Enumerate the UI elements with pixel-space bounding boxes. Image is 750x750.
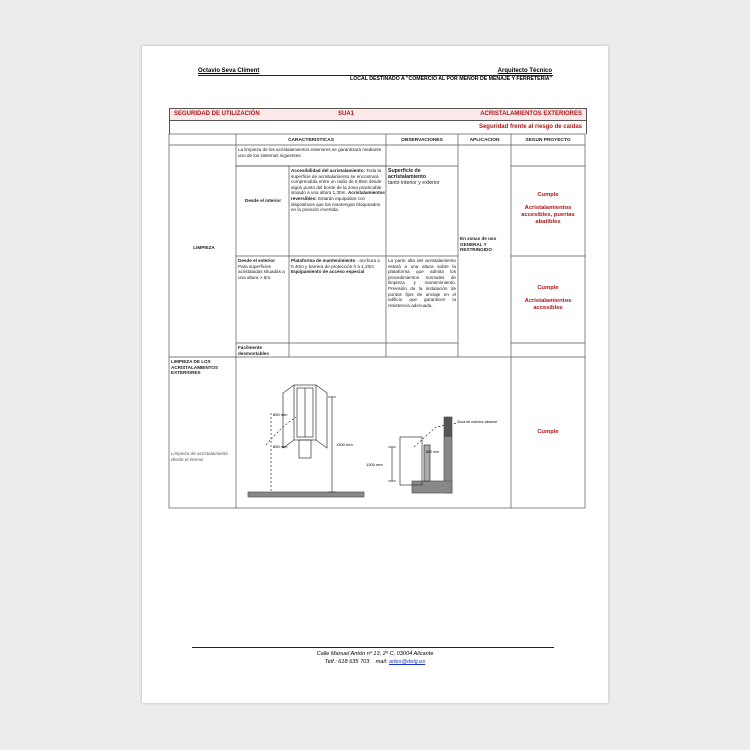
result-3-title: Cumple (537, 429, 559, 435)
col-header-project: SEGÚN PROYECTO (525, 138, 571, 143)
exterior-label-sub: Para superficies acristaladas situadas a una altura > 6m. (238, 263, 285, 280)
label-850-c: 850 mm (426, 450, 439, 454)
label-zone: Zona de máximo alcance (457, 420, 498, 424)
footer-phone: Telf.: 618 635 703 (324, 659, 370, 665)
label-850-b: 850 mm (273, 444, 288, 449)
easy-removal-label: Fácilmente desmontables (238, 345, 269, 356)
result-1-title: Cumple (537, 192, 559, 198)
exterior-label-block (238, 258, 288, 280)
interior-label: Desde el interior (245, 198, 281, 203)
footer-address: Calle Manuel Antón nº 13, 2º C, 03004 Alicante (316, 651, 434, 657)
interior-observation-text: tanto interior y exterior (388, 180, 440, 186)
result-1-text: Acristalamientos accesibles, puertas abatibles (521, 205, 575, 225)
col-header-observations: OBSERVACIONES (401, 138, 443, 143)
application-text: En zonas de uso GENERAL Y RESTRINGIDO (460, 236, 497, 253)
exterior-criteria-title-1: Plataforma de mantenimiento (291, 258, 356, 263)
bottom-row-label: LIMPIEZA DE LOS ACRISTALAMIENTOS EXTERIORES (171, 359, 219, 376)
interior-criteria-title-1: Accesibilidad del acristalamiento: (291, 168, 366, 173)
exterior-label: Desde el exterior (238, 258, 276, 263)
result-2-text: Acristalamientos accesibles (524, 298, 572, 311)
section-code: SUA1 (338, 111, 355, 117)
footer-mail-label: mail: (375, 659, 388, 665)
interior-criteria-text-2: Estarán equipados con dispositivos que los mantengan bloqueados en la posición invertida. (291, 195, 381, 213)
row-label-cleaning: LIMPIEZA (193, 245, 215, 250)
col-header-application: APLICACIÓN (469, 138, 500, 143)
result-2-title: Cumple (537, 285, 559, 291)
result-1 (513, 192, 583, 226)
interior-observation (388, 168, 456, 186)
exterior-criteria (291, 258, 385, 275)
result-2 (513, 285, 583, 312)
exterior-criteria-text-1: - anchura ≥ 0,40m y barrera de protección h ≥ 1,20m (291, 258, 380, 269)
window-cleaning-drawing (236, 357, 511, 508)
section-title: SEGURIDAD DE UTILIZACIÓN (174, 111, 260, 117)
intro-text: La limpieza de los acristalamientos exteriores se garantizará mediante uno de los sistemas siguientes: (238, 147, 382, 158)
col-header-characteristics: CARACTERÍSTICAS (288, 138, 334, 143)
interior-observation-title: Superficie de acristalamiento (388, 168, 427, 180)
interior-criteria-text-1: Toda la superficie de acristalamiento se encontrará comprendida entre un radio de 0,85m desde algún punto del borde de la zona practicable situado a una altura 1,30m. (291, 168, 382, 196)
reach-zone-marker (444, 417, 452, 437)
label-1300-a: 1300 mm (336, 442, 353, 447)
footer-rule (192, 647, 554, 648)
document-page (142, 46, 608, 703)
label-1300-b: 1300 mm (366, 462, 383, 467)
header-profession: Arquitecto Técnico (497, 68, 552, 74)
interior-criteria (291, 168, 385, 213)
exterior-observation: La parte alta del acristalamiento estará a una altura sobre la plataforma que admita los procedimientos normales de limpieza y mantenimiento. Previsión de la instalación de puntos fijos de anclaje en el edificio que garanticen la resistencia adecuada. (388, 258, 456, 308)
exterior-criteria-title-2: Equipamiento de acceso especial (291, 269, 365, 275)
label-850-a: 850 mm (273, 412, 288, 417)
bottom-row-italic: Limpieza de acristalamiento desde el interior (171, 451, 228, 462)
section-subtitle: Seguridad frente al riesgo de caídas (478, 124, 582, 130)
footer-mail-link[interactable]: artes@delg.es (389, 659, 426, 665)
header-author: Octavio Seva Climent (198, 68, 260, 74)
footer-contact (142, 659, 608, 665)
header-project: LOCAL DESTINADO A "COMERCIO AL POR MENOR DE MENAJE Y FERRETERIA" (350, 76, 552, 82)
section-topic: ACRISTALAMIENTOS EXTERIORES (480, 111, 582, 117)
interior-criteria-title-2: Acristalamientos reversibles: (291, 190, 385, 201)
